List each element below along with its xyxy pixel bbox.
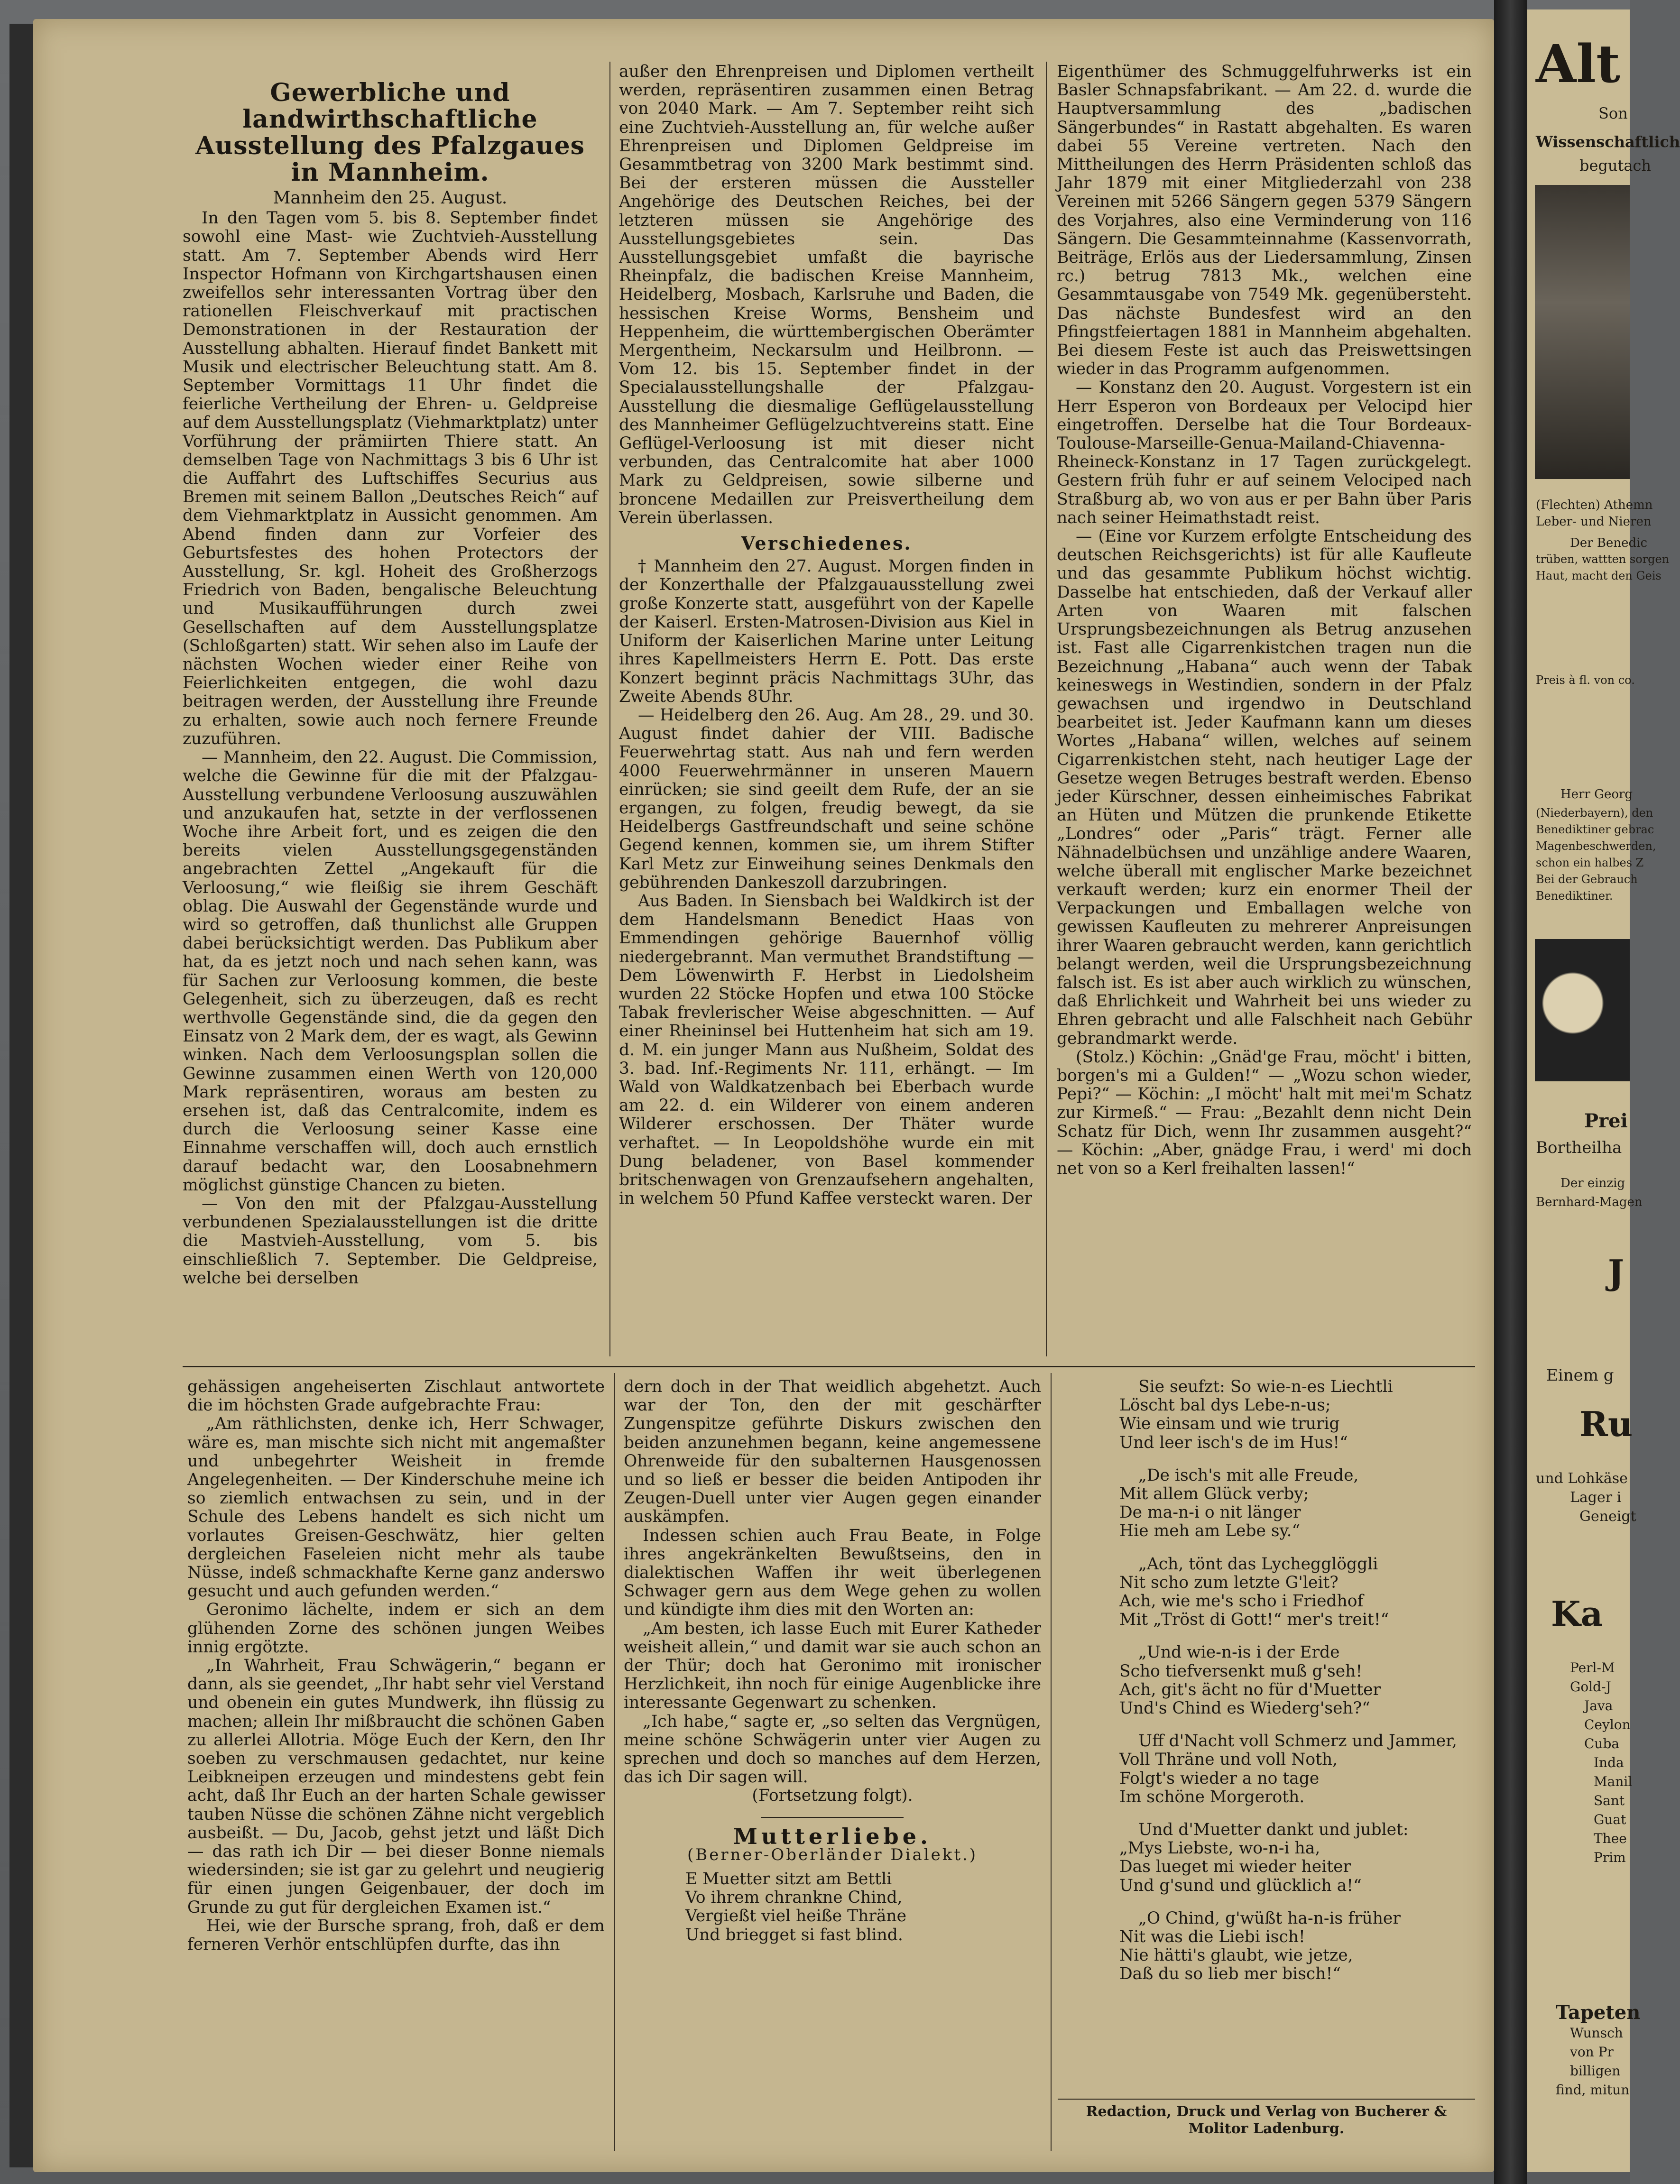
adjacent-text: Lager i	[1570, 1489, 1622, 1506]
verse-line: Und briegget si fast blind.	[685, 1925, 903, 1944]
verse-line: Vo ihrem chrankne Chind,	[685, 1888, 903, 1908]
adjacent-text: Wunsch	[1570, 2025, 1623, 2041]
imprint-rule	[1058, 2099, 1475, 2100]
adjacent-text: Alt	[1536, 33, 1620, 94]
book-gutter	[1494, 0, 1527, 2184]
adjacent-text: trüben, wattten sorgen	[1536, 553, 1670, 566]
bottom-column-3	[1119, 1378, 1461, 1998]
adjacent-text: Wissenschaftlich	[1536, 133, 1680, 151]
paragraph: Hei, wie der Bursche sprang, froh, daß er dem ferneren Verhör entschlüpfen durfte, das ihn	[187, 1916, 605, 1954]
paragraph: Geronimo lächelte, indem er sich an dem glühenden Zorne des schönen jungen Weibes innig ergötzte.	[187, 1600, 605, 1657]
poem-stanza	[1119, 1643, 1461, 1718]
article-heading: Gewerbliche und landwirthschaftliche Ausstellung des Pfalzgaues in Mannheim.	[195, 78, 585, 187]
adjacent-text: Magenbeschwerden,	[1536, 839, 1656, 853]
poem-subtitle: (Berner-Oberländer Dialekt.)	[687, 1845, 978, 1864]
adjacent-text: Thee	[1594, 1831, 1627, 1846]
adjacent-text: Ru	[1579, 1404, 1633, 1444]
verse-line: Und d'Muetter dankt und jublet:	[1138, 1820, 1409, 1840]
adjacent-text: Haut, macht den Geis	[1536, 569, 1662, 582]
column-rule	[614, 1373, 615, 2151]
adjacent-text: Guat	[1594, 1812, 1626, 1827]
verse-line: Mit allem Glück verby;	[1119, 1484, 1309, 1504]
adjacent-text: Gold-J	[1570, 1679, 1611, 1695]
adjacent-text: Der Benedic	[1570, 536, 1648, 550]
adjacent-text: Preis à fl. von co.	[1536, 673, 1635, 687]
paragraph: außer den Ehrenpreisen und Diplomen vertheilt werden, repräsentiren zusammen einen Betrag von 2040 Mark. — Am 7. September reiht sich eine Zuchtvieh-Ausstellung an, für welche außer Ehrenpreisen und Diplomen Geldpreise im Gesammtbetrag von 3200 Mark bestimmt sind. Bei der ersteren müssen die Aussteller Angehörige des Deutschen Reiches, bei der letzteren müssen sie Angehörige des Ausstellungsgebietes sein. Das Ausstellungsgebiet umfaßt die bayrische Rheinpfalz, die badischen Kreise Mannheim, Heidelberg, Mosbach, Karlsruhe und Baden, die hessischen Kreise Worms, Bensheim und Heppenheim, die württembergischen Oberämter Mergentheim, Neckarsulm und Heilbronn. — Vom 12. bis 15. September findet in der Specialausstellungshalle der Pfalzgau-Ausstellung die diesmalige Geflügelausstellung des Mannheimer Geflügelzuchtvereins statt. Eine Geflügel-Verloosung ist mit dieser nicht verbunden, das Centralcomite hat aber 1000 Mark zu Geldpreisen, sowie silberne und broncene Medaillen zur Preisvertheilung dem Verein überlassen.	[619, 62, 1034, 527]
adjacent-text: Bernhard-Magen	[1536, 1195, 1643, 1209]
poem-stanza	[1119, 1909, 1461, 1984]
continued-note: (Fortsetzung folgt).	[752, 1786, 913, 1806]
adjacent-text: Ceylon	[1584, 1717, 1631, 1732]
verse-line: Nit was die Liebi isch!	[1119, 1927, 1305, 1947]
adjacent-text: Manil	[1594, 1774, 1633, 1789]
verse-line: Sie seufzt: So wie-n-es Liechtli	[1138, 1377, 1393, 1396]
paragraph: — Mannheim, den 22. August. Die Commission, welche die Gewinne für die mit der Pfalzgau-Ausstellung verbundene Verloosung auszuwählen und anzukaufen hat, setzte in der verflossenen Woche ihre Arbeit fort, und es zeigen die den bereits vielen Ausstellungsgegenständen angebrachten Zettel „Angekauft für die Verloosung,“ wie fleißig sie ihrem Geschäft oblag. Die Auswahl der Gegenstände wurde und wird so getroffen, daß thunlichst alle Gruppen dabei berücksichtigt werden. Das Publikum aber hat, da es jetzt noch und nach sehen kann, was für Sachen zur Verloosung kommen, die beste Gelegenheit, sich zu überzeugen, daß es recht werthvolle Gegenstände sind, die da gegen den Einsatz von 2 Mark dem, der es wagt, als Gewinn winken. Nach dem Verloosungsplan sollen die Gewinne zusammen einen Werth von 120,000 Mark repräsentiren, woraus am besten zu ersehen ist, daß das Centralcomite, indem es durch die Verloosung seiner Kasse eine Einnahme verschaffen will, doch auch ernstlich darauf bedacht war, den Loosabnehmern möglichst günstige Chancen zu bieten.	[183, 748, 598, 1195]
verse-line: Voll Thräne und voll Noth,	[1119, 1750, 1338, 1769]
adjacent-text: Inda	[1594, 1755, 1624, 1770]
dateline: Mannheim den 25. August.	[273, 188, 508, 208]
adjacent-text: Son	[1598, 104, 1628, 122]
verse-line: Wie einsam und wie trurig	[1119, 1414, 1340, 1434]
adjacent-text: Benediktiner gebrac	[1536, 823, 1654, 836]
bottom-column-2	[624, 1378, 1041, 1944]
engraving-image	[1535, 185, 1630, 479]
adjacent-text: billigen	[1570, 2063, 1621, 2079]
verse-line: Und g'sund und glücklich a!“	[1119, 1876, 1362, 1895]
adjacent-text: Sant	[1594, 1793, 1625, 1808]
paragraph: Indessen schien auch Frau Beate, in Folge ihres angekränkelten Bewußtseins, den in dialektischen Waffen ihr weit überlegenen Schwager gern aus dem Wege gehen zu wollen und kündigte ihm dies mit den Worten an:	[624, 1526, 1041, 1620]
paragraph: Aus Baden. In Siensbach bei Waldkirch ist der dem Handelsmann Benedict Haas von Emmendingen gehörige Bauernhof völlig niedergebrannt. Man vermuthet Brandstiftung — Dem Löwenwirth F. Herbst in Liedolsheim wurden 22 Stöcke Hopfen und etwa 100 Stöcke Tabak frevlerischer Weise abgeschnitten. — Auf einer Rheininsel bei Huttenheim hat sich am 19. d. M. ein junger Mann aus Nußheim, Soldat des 3. bad. Inf.-Regiments Nr. 111, erhängt. — Im Wald von Waldkatzenbach bei Eberbach wurde am 22. d. ein Wilderer von einem anderen Wilderer erschossen. Der Thäter wurde verhaftet. — In Leopoldshöhe wurde ein mit Dung beladener, von Basel kommender britschenwagen von Grenzaufsehern angehalten, in welchem 50 Pfund Kaffee versteckt waren. Der	[619, 891, 1034, 1208]
verse-line: Scho tiefversenkt muß g'seh!	[1119, 1661, 1363, 1681]
verse-line: Im schöne Morgeroth.	[1119, 1787, 1305, 1806]
adjacent-text: begutach	[1579, 157, 1651, 175]
poem-stanza	[1119, 1732, 1461, 1806]
adjacent-text: Cuba	[1584, 1736, 1620, 1751]
adjacent-text: Prim	[1594, 1850, 1626, 1865]
adjacent-text: Bortheilha	[1536, 1138, 1622, 1157]
verse-line: E Muetter sitzt am Bettli	[685, 1870, 892, 1889]
adjacent-text: Prei	[1584, 1110, 1628, 1132]
verse-line: Und's Chind es Wiederg'seh?“	[1119, 1699, 1370, 1718]
adjacent-text: Leber- und Nieren	[1536, 515, 1652, 529]
verse-line: „O Chind, g'wüßt ha-n-is früher	[1138, 1908, 1401, 1928]
poem-opening-stanza	[624, 1870, 1041, 1944]
verse-line: „De isch's mit alle Freude,	[1138, 1465, 1359, 1485]
poem-rule	[761, 1817, 904, 1818]
top-column-3	[1057, 63, 1472, 1178]
adjacent-text: (Niederbayern), den	[1536, 806, 1653, 820]
adjacent-text: Herr Georg	[1560, 787, 1633, 802]
poem-title: Mutterliebe.	[733, 1823, 932, 1849]
verse-line: Folgt's wieder a no tage	[1119, 1769, 1320, 1788]
paragraph: „Am räthlichsten, denke ich, Herr Schwager, wäre es, man mischte sich nicht mit angemaßter und unbegehrter Weisheit in fremde Angelegenheiten. — Der Kinderschuhe meine ich so ziemlich entwachsen zu sein, und in der Schule des Lebens handelt es sich nicht um vorlautes Greisen-Geschwätz, hier gelten dergleichen Faseleien nicht mehr als taube Nüsse, indeß schmackhafte Kerne ganz anderswo gesucht und auch gefunden werden.“	[187, 1414, 605, 1601]
verse-line: Vergießt viel heiße Thräne	[685, 1907, 907, 1926]
adjacent-text: find, mitun	[1556, 2082, 1630, 2098]
column-rule	[609, 62, 610, 1356]
adjacent-text: schon ein halbes Z	[1536, 856, 1644, 869]
adjacent-text: Bei der Gebrauch	[1536, 873, 1638, 886]
paragraph: „Am besten, ich lasse Euch mit Eurer Katheder weisheit allein,“ und damit war sie auch schon an der Thür; doch hat Geronimo mit ironischer Herzlichkeit, ihn noch für einige Augenblicke ihre interessante Gegenwart zu schenken.	[624, 1619, 1041, 1713]
verse-line: Löscht bal dys Lebe-n-us;	[1119, 1396, 1331, 1415]
verse-line: Und leer isch's de im Hus!“	[1119, 1433, 1348, 1452]
paragraph: Eigenthümer des Schmuggelfuhrwerks ist ein Basler Schnapsfabrikant. — Am 22. d. wurde die Hauptversammlung des „badischen Sängerbundes“ in Rastatt abgehalten. Es waren dabei 55 Vereine vertreten. Nach den Mittheilungen des Herrn Präsidenten schloß das Jahr 1879 mit einer Mitgliederzahl von 238 Vereinen mit 5266 Sängern gegen 5379 Sängern des Vorjahres, also eine Verminderung von 116 Sängern. Die Gesammteinnahme (Kassenvorrath, Beiträge, Erlös aus der Liedersammlung, Zinsen rc.) betrug 7813 Mk., welchen eine Gesammtausgabe von 7549 Mk. gegenübersteht. Das nächste Bundesfest wird an den Pfingstfeiertagen 1881 in Mannheim abgehalten. Bei diesem Feste ist auch das Preiswettsingen wieder in das Programm aufgenommen.	[1057, 62, 1472, 379]
verse-line: Uff d'Nacht voll Schmerz und Jammer,	[1138, 1732, 1457, 1751]
paragraph: dern doch in der That weidlich abgehetzt. Auch war der Ton, den der mit geschärfter Zungenspitze geführte Diskurs zwischen den beiden anzunehmen begann, keine angemessene Ohrenweide für den subalternen Hausgenossen und so ließ er besser die beiden Antipoden ihr Zeugen-Duell unter vier Augen gegen einander auskämpfen.	[624, 1377, 1041, 1527]
paragraph: In den Tagen vom 5. bis 8. September findet sowohl eine Mast- wie Zuchtvieh-Ausstellung statt. Am 7. September Abends wird Herr Inspector Hofmann von Kirchgartshausen einen zweifellos sehr interessanten Vortrag über den rationellen Fleischverkauf mit practischen Demonstrationen in der Restauration der Ausstellung abhalten. Hierauf findet Bankett mit Musik und electrischer Beleuchtung statt. Am 8. September Vormittags 11 Uhr findet die feierliche Vertheilung der Ehren- u. Geldpreise auf dem Ausstellungsplatz (Viehmarktplatz) unter Vorführung der prämiirten Thiere statt. An demselben Tage von Nachmittags 3 bis 6 Uhr ist die Auffahrt des Luftschiffes Securius aus Bremen mit seinem Ballon „Deutsches Reich“ auf dem Viehmarktplatz in Aussicht genommen. Am Abend finden dann zur Vorfeier des Geburtsfestes des hohen Protectors der Ausstellung, Sr. kgl. Hoheit des Großherzogs Friedrich von Baden, bengalische Beleuchtung und Musikaufführungen durch zwei Gesellschaften auf dem Ausstellungsplatze (Schloßgarten) statt. Wir sehen also im Laufe der nächsten Wochen wieder einer Reihe von Feierlichkeiten entgegen, die wohl dazu beitragen werden, der Ausstellung ihre Freunde zu erhalten, sowie auch noch fernere Freunde zuzuführen.	[183, 209, 598, 748]
paragraph: — Heidelberg den 26. Aug. Am 28., 29. und 30. August findet dahier der VIII. Badische Feuerwehrtag statt. Aus nah und fern werden 4000 Feuerwehrmänner in unseren Mauern einrücken; sie sind geeilt dem Rufe, der an sie ergangen, zu folgen, freudig bewegt, da sie Heidelbergs Gastfreundschaft und seine schöne Gegend kennen, kommen sie, um ihrem Stifter Karl Metz zur Einweihung seines Denkmals den gebührenden Dankeszoll darzubringen.	[619, 705, 1034, 892]
paragraph: gehässigen angeheiserten Zischlaut antwortete die im höchsten Grade aufgebrachte Frau:	[187, 1377, 605, 1415]
paragraph: „Ich habe,“ sagte er, „so selten das Vergnügen, meine schöne Schwägerin unter vier Augen zu sprechen und doch so manches auf dem Herzen, das ich Dir sagen will.	[624, 1712, 1041, 1787]
adjacent-text: Benediktiner.	[1536, 889, 1613, 903]
verse-line: Nie hätti's glaubt, wie jetze,	[1119, 1946, 1353, 1965]
adjacent-text: Ka	[1551, 1594, 1603, 1634]
adjacent-text: und Lohkäse	[1536, 1470, 1628, 1487]
poem-stanza	[1119, 1378, 1461, 1452]
poem-stanza	[1119, 1555, 1461, 1630]
verse-line: „Und wie-n-is i der Erde	[1138, 1643, 1340, 1662]
adjacent-page-edge	[1527, 9, 1680, 2172]
paragraph: — (Eine vor Kurzem erfolgte Entscheidung des deutschen Reichsgerichts) ist für alle Kaufleute und das gesammte Publikum höchst wichtig. Dasselbe hat entschieden, daß der Verkauf aller Arten von Waaren mit falschen Ursprungsbezeichnungen als Betrug anzusehen ist. Fast alle Cigarrenkistchen tragen nun die Bezeichnung „Habana“ auch wenn der Tabak keineswegs in Westindien, sondern in der Pfalz gewachsen und irgendwo in Deutschland bearbeitet ist. Jeder Kaufmann kann um dieses Wortes „Habana“ willen, welches auf seinem Cigarrenkistchen steht, nach heutiger Lage der Gesetze wegen Betruges bestraft werden. Ebenso jeder Kürschner, dessen einheimisches Fabrikat an Hüten und Mützen die prunkende Etikette „Londres“ oder „Paris“ trägt. Ferner alle Nähnadelbüchsen und unzählige andere Waaren, welche überall mit englischer Marke bezeichnet verkauft werden; kurz ein enormer Theil der Verpackungen und Emballagen welche von gewissen Kaufleuten zu mehrerer Anpreisungen ihrer Waaren gebraucht werden, kann gerichtlich belangt werden, weil die Ursprungsbezeichnung falsch ist. Es ist aber auch wirklich zu wünschen, daß Ehrlichkeit und Wahrheit bei uns wieder zu Ehren gebracht und alle Falschheit nach Gebühr gebrandmarkt werde.	[1057, 527, 1472, 1048]
monk-illustration	[1535, 939, 1630, 1081]
adjacent-text: J	[1608, 1252, 1625, 1292]
paragraph: † Mannheim den 27. August. Morgen finden in der Konzerthalle der Pfalzgauausstellung zwei große Konzerte statt, ausgeführt von der Kapelle der Kaiserl. Ersten-Matrosen-Division aus Kiel in Uniform der Kaiserlichen Marine unter Leitung ihres Kapellmeisters Herrn E. Pott. Das erste Konzert beginnt präcis Nachmittags 3Uhr, das Zweite Abends 8Uhr.	[619, 557, 1034, 706]
bottom-column-1	[187, 1378, 605, 1954]
column-rule	[1051, 1373, 1052, 2151]
adjacent-text: (Flechten) Athemn	[1536, 498, 1653, 512]
paragraph: „In Wahrheit, Frau Schwägerin,“ begann er dann, als sie geendet, „Ihr habt sehr viel Verstand und obenein ein gutes Mundwerk, ihn flüssig zu machen; allein Ihr mißbraucht die schönen Gaben zu allerlei Allotria. Möge Euch der Kern, den Ihr soeben zu verschmausen gedachtet, nur keine Leibkneipen erzeugen und mindestens gebt fein acht, daß Ihr Euch an der harten Schale gewisser tauben Nüsse die schönen Zähne nicht vergeblich ausbeißt. — Du, Jacob, gehst jetzt und läßt Dich — das rath ich Dir — bei dieser Bonne niemals wiedersinden; sie ist gar zu gelehrt und neugierig für einen jungen Geigenbauer, der doch im Grunde zu gut für dergleichen Examen ist.“	[187, 1656, 605, 1917]
adjacent-text: Der einzig	[1560, 1176, 1625, 1190]
verse-line: Ach, wie me's scho i Friedhof	[1119, 1592, 1364, 1611]
paragraph: — Konstanz den 20. August. Vorgestern ist ein Herr Esperon von Bordeaux per Velocipd hier eingetroffen. Derselbe hat die Tour Bordeaux-Toulouse-Marseille-Genua-Mailand-Chiavenna-Rheineck-Konstanz in 17 Tagen zurückgelegt. Gestern früh fuhr er auf seinem Velociped nach Straßburg ab, wo von aus er per Bahn über Paris nach seiner Heimathstadt reist.	[1057, 378, 1472, 527]
verse-line: Nit scho zum letzte G'leit?	[1119, 1573, 1338, 1592]
binding-shadow	[9, 24, 33, 2167]
imprint: Redaction, Druck und Verlag von Bucherer & Molitor Ladenburg.	[1086, 2103, 1447, 2137]
section-divider	[183, 1366, 1475, 1367]
adjacent-text: Geneigt	[1579, 1508, 1636, 1525]
top-column-2	[619, 63, 1034, 1208]
paragraph: (Stolz.) Köchin: „Gnäd'ge Frau, möcht' i bitten, borgen's mi a Gulden!“ — „Wozu schon wieder, Pepi?“ — Köchin: „I möcht' halt mit mei'm Schatz zur Kirmeß.“ — Frau: „Bezahlt denn nicht Dein Schatz für Dich, wenn Ihr zusammen ausgeht?“ — Köchin: „Aber, gnädge Frau, i werd' mi doch net von so a Kerl freihalten lassen!“	[1057, 1047, 1472, 1178]
adjacent-text: Perl-M	[1570, 1660, 1615, 1676]
poem-stanza	[1119, 1466, 1461, 1541]
top-column-1	[183, 80, 598, 1288]
verse-line: „Mys Liebste, wo-n-i ha,	[1119, 1839, 1320, 1858]
verse-line: Mit „Tröst di Gott!“ mer's treit!“	[1119, 1610, 1389, 1630]
verse-line: Das lueget mi wieder heiter	[1119, 1857, 1351, 1877]
column-rule	[1046, 62, 1047, 1356]
adjacent-text: von Pr	[1570, 2044, 1614, 2060]
verse-line: Daß du so lieb mer bisch!“	[1119, 1964, 1341, 1984]
verse-line: De ma-n-i o nit länger	[1119, 1503, 1301, 1522]
paragraph: — Von den mit der Pfalzgau-Ausstellung verbundenen Spezialausstellungen ist die dritte die Mastvieh-Ausstellung, vom 5. bis einschließlich 7. September. Die Geldpreise, welche bei derselben	[183, 1194, 598, 1288]
section-heading: Verschiedenes.	[741, 533, 912, 554]
poem-stanza	[1119, 1821, 1461, 1895]
verse-line: „Ach, tönt das Lychegglöggli	[1138, 1554, 1378, 1574]
verse-line: Ach, git's ächt no für d'Muetter	[1119, 1680, 1381, 1699]
verse-line: Hie meh am Lebe sy.“	[1119, 1521, 1301, 1541]
adjacent-text: Java	[1584, 1698, 1613, 1714]
adjacent-text: Einem g	[1546, 1366, 1614, 1385]
adjacent-text: Tapeten	[1556, 2001, 1641, 2024]
